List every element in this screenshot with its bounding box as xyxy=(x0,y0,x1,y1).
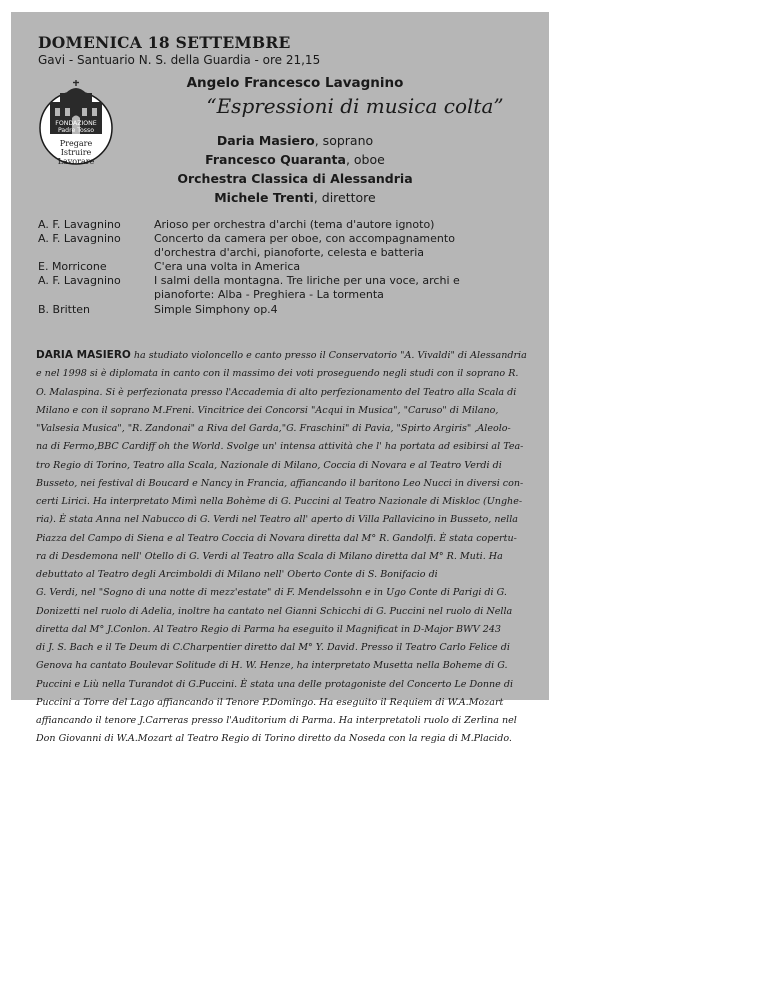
bio-line-6: na di Fermo,BBC Cardiff oh the World. Svolge un' intensa attività che l' ha portata ad esibirsi al Tea- xyxy=(36,441,524,453)
program-work-2-line-1: Concerto da camera per oboe, con accompagnamento xyxy=(154,232,455,245)
bio-line-21: affiancando il tenore J.Carreras presso l'Auditorium di Parma. Ha interpretatoli ruolo di Zerlina nel xyxy=(36,715,517,726)
bio-line-17: di J. S. Bach e il Te Deum di C.Charpentier diretto dal M° Y. David. Presso il Teatro Carlo Felice di xyxy=(36,642,510,653)
concert-composer: Angelo Francesco Lavagnino xyxy=(186,75,404,91)
bio-line-7: tro Regio di Torino, Teatro alla Scala, Nazionale di Milano, Coccia di Novara e al Teatro Verdi di xyxy=(36,459,502,471)
bio-line-20: Puccini a Torre del Lago affiancando il Tenore P.Domingo. Ha eseguito il Requiem di W.A.Mozart xyxy=(36,696,504,708)
program-work-2-line-2: d'orchestra d'archi, pianoforte, celesta e batteria xyxy=(154,246,425,259)
foundation-logo xyxy=(38,78,114,178)
program-work-3: C'era una volta in America xyxy=(154,260,301,273)
bio-line-16: diretta dal M° J.Conlon. Al Teatro Regio di Parma ha eseguito il Magnificat in D-Major BWV 243 xyxy=(36,623,501,635)
program-work-4-line-2: pianoforte: Alba - Preghiera - La tormenta xyxy=(154,288,384,301)
bio-line-12: ra di Desdemona nell' Otello di G. Verdi al Teatro alla Scala di Milano diretta dal M° R. Muti. Ha xyxy=(36,550,503,562)
logo-top-text: FONDAZIONE xyxy=(55,120,97,127)
performer-4 xyxy=(150,190,440,205)
bio-line-13: debuttato al Teatro degli Arcimboldi di Milano nell' Oberto Conte di S. Bonifacio di xyxy=(36,569,438,580)
bio-line-15: Donizetti nel ruolo di Adelia, inoltre ha cantato nel Gianni Schicchi di G. Puccini nel ruolo di Nella xyxy=(36,605,513,617)
program-composer-2: A. F. Lavagnino xyxy=(38,232,121,245)
program-work-1: Arioso per orchestra d'archi (tema d'autore ignoto) xyxy=(154,218,435,231)
bio-line-4: Milano e con il soprano M.Freni. Vincitrice dei Concorsi "Acqui in Musica", "Caruso" di Milano, xyxy=(36,404,499,416)
program-work-5: Simple Simphony op.4 xyxy=(154,303,278,316)
bio-line-3: O. Malaspina. Si è perfezionata presso l'Accademia di alto perfezionamento del Teatro alla Scala di xyxy=(36,386,517,398)
bio-lead: DARIA MASIERO xyxy=(36,349,131,361)
performer-1-role: , soprano xyxy=(314,133,374,148)
bio-line-22: Don Giovanni di W.A.Mozart al Teatro Regio di Torino diretto da Noseda con la regia di M.Placido. xyxy=(36,733,512,745)
bio-line-1-text: ha studiato violoncello e canto presso il Conservatorio "A. Vivaldi" di Alessandria xyxy=(130,350,527,361)
performer-2 xyxy=(150,152,440,167)
performer-4-name: Michele Trenti xyxy=(214,190,314,205)
bio-line-19: Puccini e Liù nella Turandot di G.Puccini. È stata una delle protagoniste del Concerto Le Donne di xyxy=(36,678,514,690)
concert-title: “Espressioni di musica colta” xyxy=(206,94,504,118)
performer-3 xyxy=(150,171,440,186)
bio-line-10: ria). È stata Anna nel Nabucco di G. Verdi nel Teatro all' aperto di Villa Pallavicino in Busseto, nella xyxy=(36,514,518,526)
bio-line-14: G. Verdi, nel "Sogno di una notte di mezz'estate" di F. Mendelssohn e in Ugo Conte di Parigi di G. xyxy=(36,587,507,599)
logo-motto-3: Lavorare xyxy=(57,157,95,166)
performer-4-role: , direttore xyxy=(313,190,376,205)
program-work-4-line-1: I salmi della montagna. Tre liriche per una voce, archi e xyxy=(154,274,460,287)
performer-1-name: Daria Masiero xyxy=(216,133,315,148)
bio-line-1 xyxy=(36,346,527,365)
performer-1 xyxy=(150,133,440,148)
bio-line-2: e nel 1998 si è diplomata in canto con il massimo dei voti proseguendo negli studi con il soprano R. xyxy=(36,368,519,380)
logo-motto-1: Pregare xyxy=(59,139,93,148)
program-composer-5: B. Britten xyxy=(38,303,91,316)
event-venue: Gavi - Santuario N. S. della Guardia - ore 21,15 xyxy=(38,53,321,67)
program-composer-4: A. F. Lavagnino xyxy=(38,274,121,287)
bio-line-8: Busseto, nei festival di Boucard e Nancy in Francia, affiancando il baritono Leo Nucci in diversi con- xyxy=(36,477,524,489)
logo-middle-text: Padre Tosso xyxy=(57,127,95,134)
bio-line-9: certi Lirici. Ha interpretato Mimì nella Bohème di G. Puccini al Teatro Nazionale di Miskloc (Unghe- xyxy=(36,496,523,507)
logo-motto-2: Istruire xyxy=(60,148,92,157)
bio-line-5: "Valsesia Musica", "R. Zandonai" a Riva del Garda,"G. Fraschini" di Pavia, "Spirto Argiris" ,Aleolo- xyxy=(36,423,511,434)
performer-2-role: , oboe xyxy=(345,152,385,167)
bio-line-11: Piazza del Campo di Siena e al Teatro Coccia di Novara diretta dal M° R. Gandolfi. È stata copertu- xyxy=(36,532,517,544)
program-composer-1: A. F. Lavagnino xyxy=(38,218,121,231)
event-date: DOMENICA 18 SETTEMBRE xyxy=(38,33,291,52)
program-composer-3: E. Morricone xyxy=(38,260,107,273)
bio-line-18: Genova ha cantato Boulevar Solitude di H. W. Henze, ha interpretato Musetta nella Boheme di G. xyxy=(36,660,508,672)
biography xyxy=(36,346,527,749)
performer-3-name: Orchestra Classica di Alessandria xyxy=(177,171,413,186)
performer-2-name: Francesco Quaranta xyxy=(205,152,346,167)
